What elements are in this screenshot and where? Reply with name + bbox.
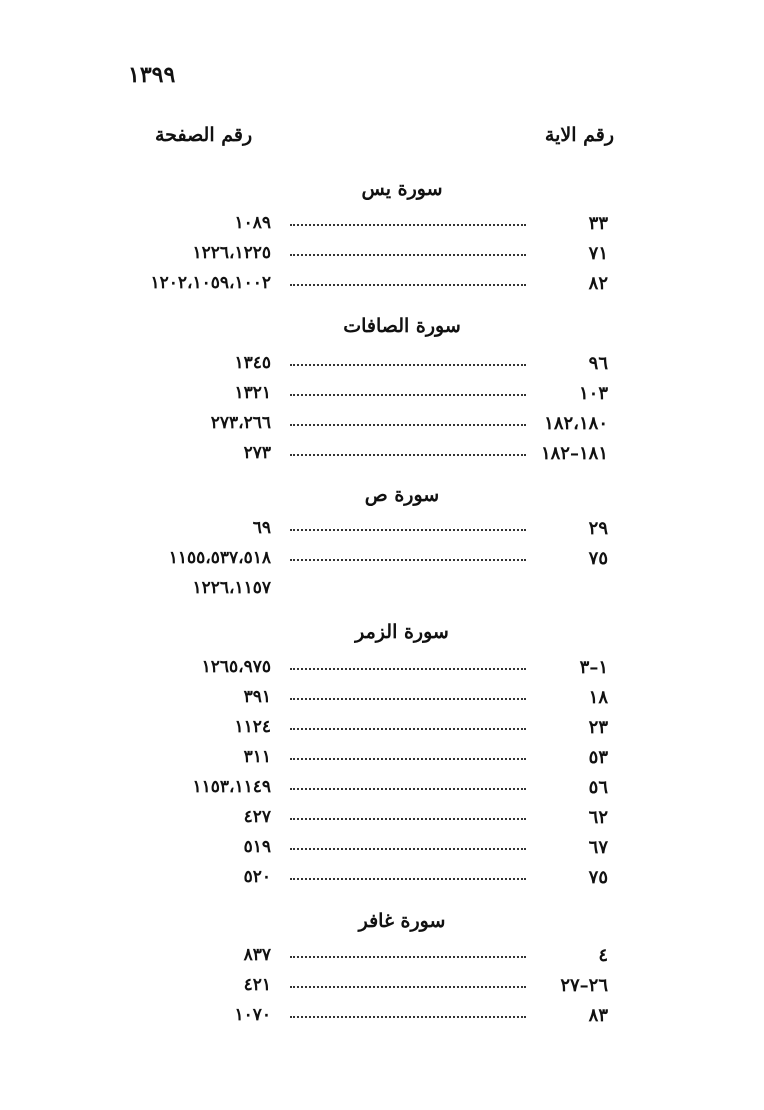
sura-title: سورة ص xyxy=(364,484,440,506)
verse-number: ٥٣ xyxy=(588,747,608,768)
dot-leader xyxy=(290,284,526,286)
verse-number: ٧٥ xyxy=(588,548,608,569)
dot-leader xyxy=(290,878,526,880)
verse-number: ٩٦ xyxy=(588,353,608,374)
page-references: ٤٢١ xyxy=(243,975,271,995)
dot-leader xyxy=(290,848,526,850)
verse-number: ٢٣ xyxy=(588,717,608,738)
page-references: ٢٧٣ xyxy=(243,443,271,463)
dot-leader xyxy=(290,986,526,988)
dot-leader xyxy=(290,818,526,820)
dot-leader xyxy=(290,254,526,256)
index-row xyxy=(0,807,764,833)
sura-title: سورة يس xyxy=(361,178,443,200)
page-references: ٤٢٧ xyxy=(243,807,271,827)
page-references: ١٣٤٥ xyxy=(234,353,271,373)
index-row xyxy=(0,975,764,1001)
page-references: ٨٣٧ xyxy=(243,945,271,965)
index-row xyxy=(0,353,764,379)
verse-number: ١٠٣ xyxy=(578,383,608,404)
verse-column-header: رقم الاية xyxy=(544,124,614,146)
index-row xyxy=(0,777,764,803)
page-references: ١١٢٤ xyxy=(234,717,271,737)
dot-leader xyxy=(290,559,526,561)
page-references: ٣٩١ xyxy=(243,687,271,707)
index-row xyxy=(0,945,764,971)
index-row xyxy=(0,443,764,469)
page-references: ١٢٠٢،١٠٥٩،١٠٠٢ xyxy=(150,273,271,293)
index-row xyxy=(0,837,764,863)
dot-leader xyxy=(290,529,526,531)
index-row xyxy=(0,518,764,544)
dot-leader xyxy=(290,758,526,760)
page-references: ١٢٦٥،٩٧٥ xyxy=(201,657,271,677)
verse-number: ٨٢ xyxy=(588,273,608,294)
page-column-header: رقم الصفحة xyxy=(155,124,253,146)
sura-title: سورة غافر xyxy=(358,910,446,932)
verse-number: ٧١ xyxy=(588,243,608,264)
page-references: ١٠٧٠ xyxy=(234,1005,271,1025)
page-references: ١١٥٣،١١٤٩ xyxy=(192,777,271,797)
index-row xyxy=(0,213,764,239)
verse-number: ١٨٢،١٨٠ xyxy=(544,413,608,434)
index-row xyxy=(0,1005,764,1031)
dot-leader xyxy=(290,394,526,396)
page-references: ٦٩ xyxy=(252,518,271,538)
index-row xyxy=(0,273,764,299)
dot-leader xyxy=(290,454,526,456)
dot-leader xyxy=(290,364,526,366)
verse-number: ٦٢ xyxy=(588,807,608,828)
verse-number: ١٨١–١٨٢ xyxy=(540,443,608,464)
page-references: ٢٧٣،٢٦٦ xyxy=(210,413,271,433)
index-row xyxy=(0,578,764,604)
verse-number: ٨٣ xyxy=(588,1005,608,1026)
index-row xyxy=(0,867,764,893)
dot-leader xyxy=(290,424,526,426)
verse-number: ٤ xyxy=(598,945,608,966)
page-references: ١٠٨٩ xyxy=(234,213,271,233)
dot-leader xyxy=(290,1016,526,1018)
index-row xyxy=(0,548,764,574)
index-row xyxy=(0,747,764,773)
page-references: ٥١٩ xyxy=(243,837,271,857)
dot-leader xyxy=(290,224,526,226)
dot-leader xyxy=(290,728,526,730)
dot-leader xyxy=(290,788,526,790)
index-row xyxy=(0,383,764,409)
page-references: ١١٥٥،٥٣٧،٥١٨ xyxy=(168,548,271,568)
index-row xyxy=(0,687,764,713)
page-references: ٥٢٠ xyxy=(243,867,271,887)
verse-number: ٣٣ xyxy=(588,213,608,234)
dot-leader xyxy=(290,956,526,958)
verse-number: ٧٥ xyxy=(588,867,608,888)
index-row xyxy=(0,243,764,269)
dot-leader xyxy=(290,698,526,700)
verse-number: ٢٦–٢٧ xyxy=(560,975,608,996)
page-references: ١٢٢٦،١٢٢٥ xyxy=(192,243,271,263)
dot-leader xyxy=(290,668,526,670)
page-references: ٣١١ xyxy=(243,747,271,767)
verse-number: ٢٩ xyxy=(588,518,608,539)
sura-title: سورة الزمر xyxy=(355,621,449,643)
verse-number: ١٨ xyxy=(588,687,608,708)
index-row xyxy=(0,413,764,439)
verse-number: ١–٣ xyxy=(579,657,608,678)
verse-number: ٥٦ xyxy=(588,777,608,798)
page-references: ١٢٢٦،١١٥٧ xyxy=(192,578,271,598)
index-row xyxy=(0,717,764,743)
page-references: ١٣٢١ xyxy=(234,383,271,403)
page-number: ١٣٩٩ xyxy=(128,62,176,88)
verse-number: ٦٧ xyxy=(588,837,608,858)
sura-title: سورة الصافات xyxy=(343,315,461,337)
index-row xyxy=(0,657,764,683)
